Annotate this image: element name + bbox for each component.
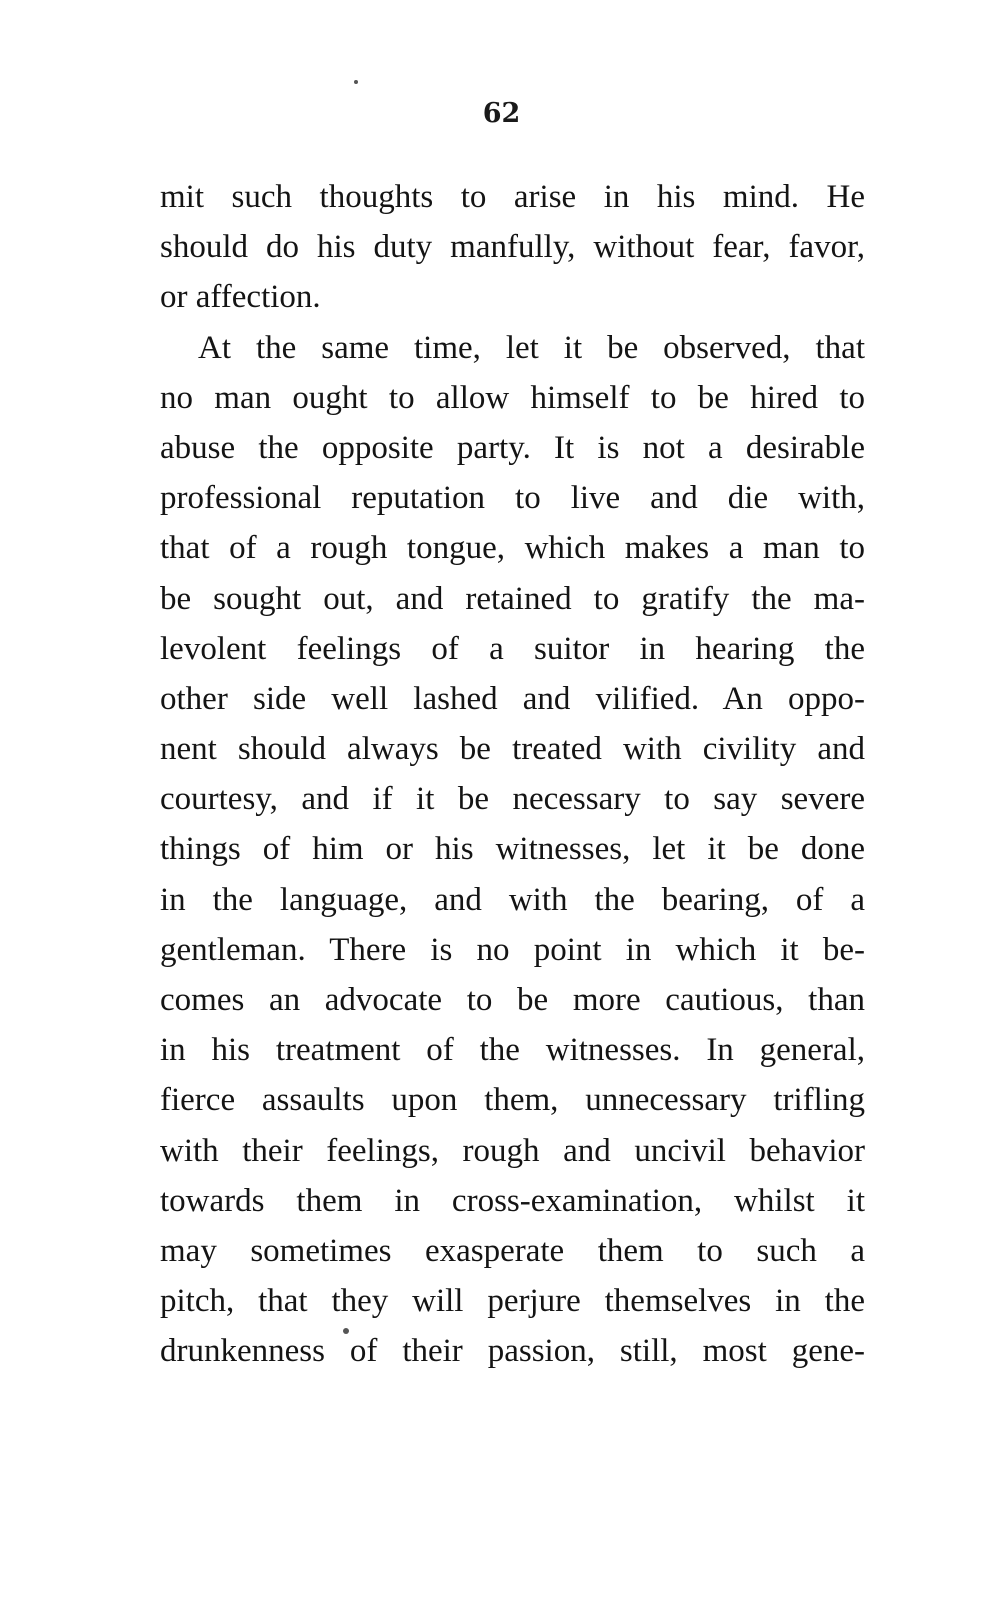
text-line: other side well lashed and vilified. An oppo- bbox=[160, 680, 865, 717]
text-line: nent should always be treated with civility and bbox=[160, 731, 865, 768]
text-line: professional reputation to live and die with, bbox=[160, 480, 865, 517]
text-line: no man ought to allow himself to be hired to bbox=[160, 379, 865, 416]
text-line: comes an advocate to be more cautious, than bbox=[160, 982, 865, 1018]
text-line: fierce assaults upon them, unnecessary trifling bbox=[160, 1082, 865, 1119]
text-line: levolent feelings of a suitor in hearing the bbox=[160, 630, 865, 667]
text-line: in his treatment of the witnesses. In general, bbox=[160, 1032, 865, 1069]
ink-speck bbox=[354, 80, 358, 84]
text-line: in the language, and with the bearing, of a bbox=[160, 881, 865, 918]
text-line: courtesy, and if it be necessary to say severe bbox=[160, 781, 865, 818]
text-line: should do his duty manfully, without fear, favor, bbox=[160, 229, 865, 266]
text-line: gentleman. There is no point in which it be- bbox=[160, 931, 865, 968]
text-line: may sometimes exasperate them to such a bbox=[160, 1232, 865, 1269]
text-line: At the same time, let it be observed, that bbox=[198, 329, 865, 366]
text-line: with their feelings, rough and uncivil behavior bbox=[160, 1132, 865, 1169]
text-line: that of a rough tongue, which makes a man to bbox=[160, 530, 865, 567]
text-line: be sought out, and retained to gratify the ma- bbox=[160, 580, 865, 617]
page-number: 62 bbox=[482, 98, 521, 129]
body-text bbox=[160, 172, 865, 1377]
text-line: things of him or his witnesses, let it be done bbox=[160, 831, 865, 868]
text-line: abuse the opposite party. It is not a desirable bbox=[160, 429, 865, 466]
text-line: towards them in cross-examination, whilst it bbox=[160, 1182, 865, 1219]
text-line: mit such thoughts to arise in his mind. He bbox=[160, 179, 865, 215]
text-line: pitch, that they will perjure themselves in the bbox=[160, 1283, 865, 1320]
text-line: drunkenness of their passion, still, most gene- bbox=[160, 1333, 865, 1370]
text-line: or affection. bbox=[160, 279, 321, 316]
